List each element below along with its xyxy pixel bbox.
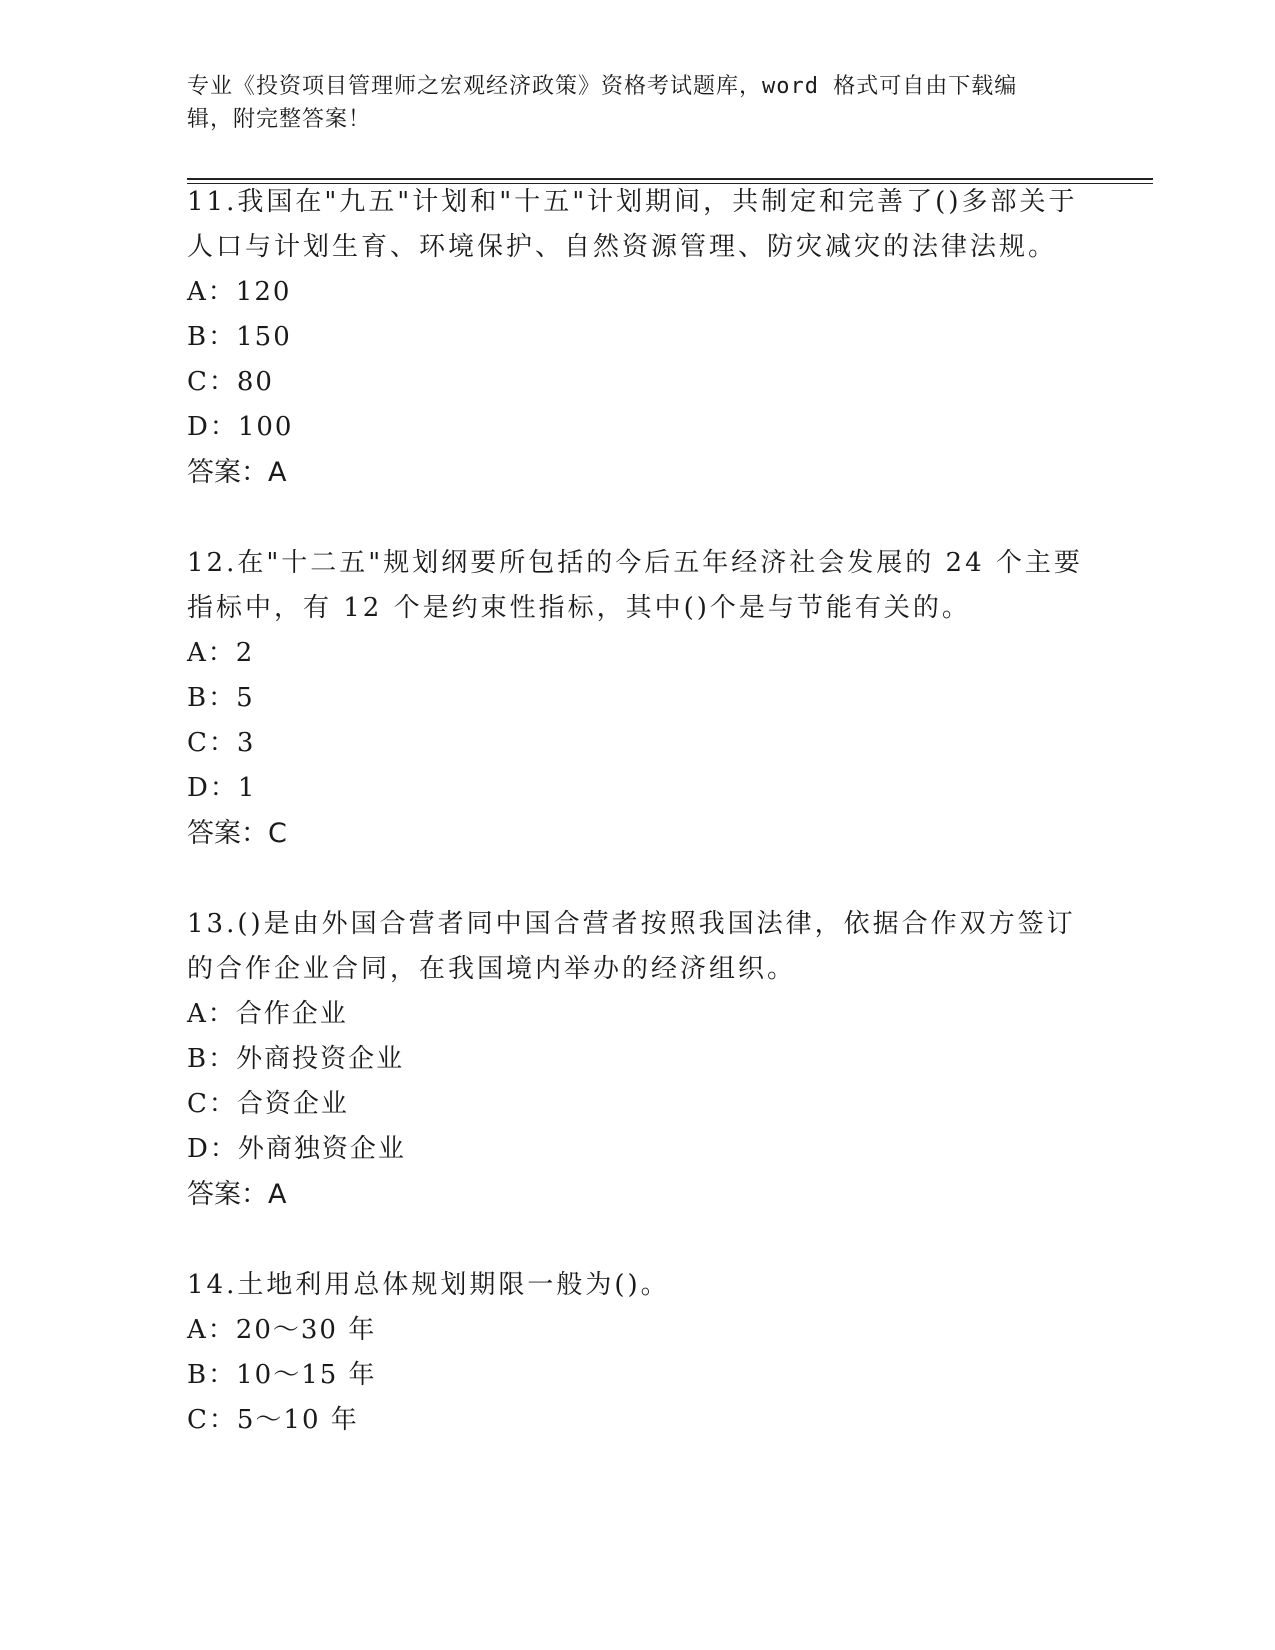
- answer: 答案：C: [187, 818, 287, 849]
- option-a: A：2: [187, 638, 255, 668]
- header-line-1: 专业《投资项目管理师之宏观经济政策》资格考试题库，word 格式可自由下载编: [187, 74, 1018, 99]
- option-a: A：合作企业: [187, 999, 348, 1029]
- question-text-line-2: 人口与计划生育、环境保护、自然资源管理、防灾减灾的法律法规。: [187, 232, 1058, 262]
- answer: 答案：A: [187, 1179, 287, 1210]
- option-d: D：100: [187, 412, 294, 442]
- question-text-line-2: 指标中，有 12 个是约束性指标，其中()个是与节能有关的。: [187, 593, 971, 623]
- option-c: C：合资企业: [187, 1089, 349, 1119]
- option-d: D：外商独资企业: [187, 1134, 406, 1164]
- option-c: C：3: [187, 728, 256, 758]
- question-13: [187, 902, 1087, 1217]
- option-b: B：10～15 年: [187, 1360, 377, 1390]
- option-d: D：1: [187, 773, 257, 803]
- option-b: B：5: [187, 683, 255, 713]
- answer: 答案：A: [187, 457, 287, 488]
- question-text-line-2: 的合作企业合同，在我国境内举办的经济组织。: [187, 954, 797, 984]
- option-a: A：20～30 年: [187, 1315, 377, 1345]
- option-a: A：120: [187, 277, 292, 307]
- question-text-line-1: 13.()是由外国合营者同中国合营者按照我国法律，依据合作双方签订: [187, 909, 1076, 939]
- question-text-line-1: 11.我国在"九五"计划和"十五"计划期间，共制定和完善了()多部关于: [187, 187, 1078, 217]
- option-b: B：150: [187, 322, 292, 352]
- question-text-line-1: 14.土地利用总体规划期限一般为()。: [187, 1270, 670, 1300]
- question-14: [187, 1263, 1087, 1443]
- header-line-2: 辑，附完整答案！: [187, 107, 372, 132]
- question-11: [187, 180, 1087, 495]
- document-header: [187, 70, 1067, 136]
- option-c: C：5～10 年: [187, 1405, 359, 1435]
- option-b: B：外商投资企业: [187, 1044, 405, 1074]
- option-c: C：80: [187, 367, 274, 397]
- question-12: [187, 541, 1087, 856]
- question-text-line-1: 12.在"十二五"规划纲要所包括的今后五年经济社会发展的 24 个主要: [187, 548, 1083, 578]
